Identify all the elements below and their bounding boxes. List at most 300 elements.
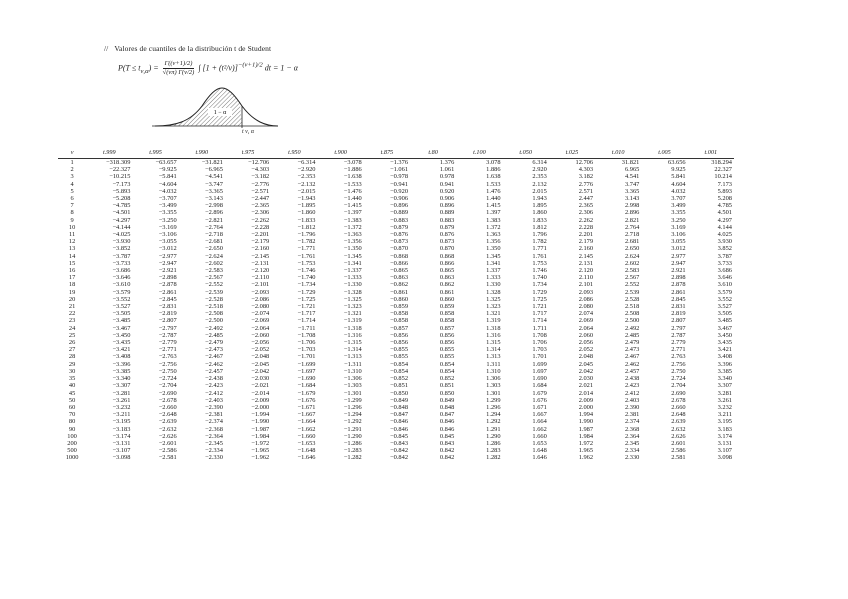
quantile-cell: −2.632 (158, 425, 177, 433)
table-row (58, 368, 734, 375)
quantile-cell: −0.866 (390, 259, 409, 267)
quantile-cell: 6.965 (624, 166, 640, 174)
quantile-cell: 3.579 (717, 288, 732, 296)
degrees-of-freedom-cell: 9 (70, 216, 74, 224)
quantile-cell: −1.734 (297, 281, 316, 289)
quantile-cell: 0.862 (439, 281, 455, 289)
degrees-of-freedom-cell: 21 (68, 303, 76, 311)
quantile-cell: −2.819 (158, 310, 177, 318)
quantile-cell: −2.438 (204, 375, 223, 383)
quantile-cell: −2.457 (204, 367, 223, 375)
quantile-cell: −3.686 (112, 267, 131, 275)
quantile-cell: −4.785 (112, 202, 131, 210)
quantile-cell: 1.350 (486, 245, 501, 253)
quantile-cell: 2.797 (671, 324, 686, 332)
quantile-cell: 1.376 (439, 159, 455, 166)
quantile-cell: 1.337 (486, 267, 501, 275)
quantile-cell: −0.855 (390, 353, 409, 361)
quantile-cell: 1.321 (486, 310, 501, 318)
quantile-cell: −0.849 (390, 396, 409, 404)
quantile-cell: 1.671 (532, 403, 547, 411)
quantile-cell: −0.941 (390, 180, 409, 188)
quantile-cell: 3.527 (717, 303, 732, 311)
degrees-of-freedom-cell: 1 (70, 159, 74, 166)
quantile-cell: −1.294 (343, 411, 362, 419)
quantile-cell: −1.363 (343, 231, 362, 239)
degrees-of-freedom-cell: 30 (68, 367, 76, 375)
quantile-cell: 2.787 (671, 331, 686, 339)
quantile-cell: 1.292 (486, 418, 501, 426)
quantile-cell: 1.415 (486, 202, 501, 210)
quantile-cell: 1.701 (532, 353, 547, 361)
column-header: t.950 (271, 147, 317, 159)
quantile-cell: 2.479 (624, 339, 640, 347)
quantile-cell: 3.250 (671, 216, 686, 224)
quantile-cell: −3.078 (343, 159, 362, 166)
quantile-cell: −1.290 (343, 432, 362, 440)
quantile-cell: 1.440 (486, 195, 501, 203)
quantile-cell: −1.679 (297, 389, 316, 397)
quantile-cell: −2.390 (204, 403, 223, 411)
quantile-cell: −4.501 (112, 209, 131, 217)
table-row (58, 346, 734, 353)
quantile-cell: 3.340 (717, 375, 732, 383)
quantile-cell: −2.650 (204, 245, 223, 253)
quantile-cell: 4.541 (624, 173, 640, 181)
quantile-cell: 0.883 (439, 216, 455, 224)
degrees-of-freedom-cell: 11 (69, 231, 76, 239)
quantile-cell: −2.179 (251, 238, 270, 246)
quantile-cell: −1.782 (297, 238, 316, 246)
quantile-cell: −2.467 (204, 353, 223, 361)
table-row (58, 289, 734, 296)
quantile-cell: 2.750 (671, 367, 686, 375)
quantile-cell: −0.855 (390, 346, 409, 354)
quantile-cell: 1.895 (532, 202, 547, 210)
quantile-cell: 1.717 (532, 310, 547, 318)
quantile-cell: −4.025 (112, 231, 131, 239)
quantile-cell: −2.528 (204, 295, 223, 303)
quantile-cell: −3.261 (112, 396, 131, 404)
quantile-cell: −1.648 (297, 447, 316, 455)
quantile-cell: −1.383 (343, 216, 362, 224)
quantile-cell: −3.385 (112, 367, 131, 375)
quantile-cell: 2.779 (671, 339, 686, 347)
quantile-cell: 1.310 (486, 367, 501, 375)
degrees-of-freedom-cell: 3 (70, 173, 74, 181)
quantile-cell: −2.345 (204, 439, 223, 447)
quantile-cell: −1.684 (297, 382, 316, 390)
quantile-cell: −0.861 (390, 288, 409, 296)
quantile-cell: −0.879 (390, 223, 409, 231)
quantile-cell: 3.467 (717, 324, 732, 332)
quantile-cell: −4.604 (158, 180, 177, 188)
quantile-cell: −1.796 (297, 231, 316, 239)
quantile-cell: −3.552 (112, 295, 131, 303)
quantile-cell: −2.056 (251, 339, 270, 347)
quantile-cell: −2.473 (204, 346, 223, 354)
quantile-cell: −1.376 (390, 159, 409, 166)
table-row (58, 224, 734, 231)
quantile-cell: −2.060 (251, 331, 270, 339)
quantile-cell: 2.374 (624, 418, 640, 426)
quantile-cell: 0.849 (439, 396, 455, 404)
quantile-cell: 0.863 (439, 274, 455, 282)
quantile-cell: −3.450 (112, 331, 131, 339)
quantile-cell: 1.372 (486, 223, 501, 231)
quantile-cell: −1.671 (297, 403, 316, 411)
quantile-cell: −2.787 (158, 331, 177, 339)
table-row (58, 195, 734, 202)
quantile-cell: 1.303 (486, 382, 501, 390)
quantile-cell: 1.356 (486, 238, 501, 246)
column-header: t.900 (317, 147, 363, 159)
quantile-cell: 3.450 (717, 331, 732, 339)
quantile-cell: −1.325 (343, 295, 362, 303)
quantile-cell: 3.098 (717, 454, 732, 462)
quantile-cell: 2.462 (624, 360, 640, 368)
quantile-cell: 1.314 (486, 346, 501, 354)
quantile-cell: −1.286 (343, 439, 362, 447)
quantile-cell: −1.330 (343, 281, 362, 289)
quantile-cell: −3.098 (112, 454, 131, 462)
quantile-cell: 1.994 (578, 411, 594, 419)
quantile-cell: −2.500 (204, 317, 223, 325)
quantile-cell: −3.169 (158, 223, 177, 231)
quantile-cell: 1.771 (532, 245, 547, 253)
quantile-cell: −1.533 (343, 180, 362, 188)
quantile-cell: −0.843 (390, 439, 409, 447)
table-row (58, 353, 734, 360)
quantile-cell: −2.539 (204, 288, 223, 296)
quantile-cell: 2.771 (671, 346, 686, 354)
quantile-cell: −0.842 (390, 454, 409, 462)
quantile-cell: −3.365 (204, 187, 223, 195)
quantile-cell: −4.541 (204, 173, 223, 181)
quantile-cell: −2.896 (204, 209, 223, 217)
quantile-cell: 10.214 (714, 173, 732, 181)
quantile-cell: −1.319 (343, 317, 362, 325)
quantile-cell: 2.056 (578, 339, 594, 347)
quantile-cell: 2.390 (624, 403, 640, 411)
quantile-cell: 2.228 (578, 223, 594, 231)
quantile-cell: −0.846 (390, 418, 409, 426)
quantile-cell: 1.283 (486, 447, 501, 455)
quantile-cell: −1.440 (343, 195, 362, 203)
quantile-cell: 0.870 (439, 245, 455, 253)
quantile-cell: 2.724 (671, 375, 686, 383)
quantile-cell: −0.846 (390, 425, 409, 433)
quantile-cell: 1.684 (532, 382, 547, 390)
quantile-cell: 1.533 (486, 180, 501, 188)
quantile-cell: 0.852 (439, 375, 455, 383)
quantile-cell: −1.337 (343, 267, 362, 275)
quantile-cell: 2.845 (671, 295, 686, 303)
table-row (58, 390, 734, 397)
quantile-cell: −3.408 (112, 353, 131, 361)
quantile-cell: 2.064 (578, 324, 594, 332)
quantile-cell: −2.492 (204, 324, 223, 332)
table-row (58, 440, 734, 447)
quantile-cell: −2.064 (251, 324, 270, 332)
quantile-cell: 1.729 (532, 288, 547, 296)
quantile-cell: 1.397 (486, 209, 501, 217)
degrees-of-freedom-cell: 40 (68, 382, 76, 390)
quantile-cell: −3.143 (204, 195, 223, 203)
column-header: t.999 (86, 147, 132, 159)
quantile-cell: −1.314 (343, 346, 362, 354)
quantile-cell: 0.858 (439, 317, 455, 325)
quantile-cell: 1.316 (486, 331, 501, 339)
quantile-cell: −2.763 (158, 353, 177, 361)
quantile-cell: 5.841 (671, 173, 686, 181)
quantile-cell: 1.294 (486, 411, 501, 419)
quantile-cell: 0.845 (439, 432, 455, 440)
quantile-cell: 1.660 (532, 432, 547, 440)
quantile-cell: 1.943 (532, 195, 547, 203)
quantile-cell: −3.707 (158, 195, 177, 203)
quantile-cell: −1.323 (343, 303, 362, 311)
quantile-cell: −2.718 (204, 231, 223, 239)
quantile-cell: 2.898 (671, 274, 686, 282)
quantile-cell: 2.160 (578, 245, 594, 253)
quantile-cell: −1.706 (297, 339, 316, 347)
quantile-cell: 2.132 (532, 180, 547, 188)
quantile-cell: 1.833 (532, 216, 547, 224)
title-text: Valores de cuantiles de la distribución t de Student (114, 44, 272, 53)
quantile-cell: −0.873 (390, 238, 409, 246)
formula-end: dt = 1 − α (264, 63, 298, 73)
quantile-cell: 3.396 (717, 360, 732, 368)
quantile-cell: −2.776 (251, 180, 270, 188)
quantile-cell: −1.296 (343, 403, 362, 411)
quantile-cell: 2.567 (624, 274, 640, 282)
shaded-area (155, 88, 242, 126)
quantile-cell: 1.690 (532, 375, 547, 383)
quantile-cell: 0.906 (439, 195, 455, 203)
quantile-cell: −3.396 (112, 360, 131, 368)
quantile-cell: −0.842 (390, 447, 409, 455)
quantile-cell: −1.299 (343, 396, 362, 404)
quantile-cell: 2.086 (578, 295, 594, 303)
quantile-cell: 2.131 (578, 259, 594, 267)
degrees-of-freedom-cell: 20 (68, 295, 76, 303)
quantile-cell: −2.120 (251, 267, 270, 275)
quantile-cell: −4.297 (112, 216, 131, 224)
quantile-cell: −2.045 (251, 360, 270, 368)
quantile-cell: −2.330 (204, 454, 223, 462)
degrees-of-freedom-cell: 35 (68, 375, 76, 383)
quantile-cell: 0.851 (439, 382, 455, 390)
quantile-cell: 0.855 (439, 353, 455, 361)
quantile-cell: −2.586 (158, 447, 177, 455)
table-row (58, 166, 734, 173)
quantile-cell: −1.740 (297, 274, 316, 282)
quantile-cell: 1.699 (532, 360, 547, 368)
quantile-cell: −1.676 (297, 396, 316, 404)
quantile-cell: 2.052 (578, 346, 594, 354)
table-row (58, 281, 734, 288)
quantile-cell: 2.821 (624, 216, 640, 224)
quantile-cell: −5.841 (158, 173, 177, 181)
column-header-nu: ν (58, 147, 86, 159)
quantile-cell: −2.764 (204, 223, 223, 231)
quantile-cell: 3.182 (578, 173, 594, 181)
table-row (58, 260, 734, 267)
quantile-cell: −1.690 (297, 375, 316, 383)
quantile-cell: 1.740 (532, 274, 547, 282)
quantile-cell: −1.753 (297, 259, 316, 267)
quantile-cell: 1.299 (486, 396, 501, 404)
quantile-cell: 1.315 (486, 339, 501, 347)
quantile-cell: −2.131 (251, 259, 270, 267)
quantile-cell: −1.708 (297, 331, 316, 339)
quantile-cell: 1.972 (578, 439, 594, 447)
table-row (58, 238, 734, 245)
table-row (58, 339, 734, 346)
quantile-cell: −2.403 (204, 396, 223, 404)
quantile-cell: 3.930 (717, 238, 732, 246)
quantile-cell: −2.947 (158, 259, 177, 267)
quantile-cell: 2.262 (578, 216, 594, 224)
quantile-cell: −2.423 (204, 382, 223, 390)
quantile-cell: −2.831 (158, 303, 177, 311)
quantile-cell: −1.994 (251, 411, 270, 419)
quantile-cell: −1.291 (343, 425, 362, 433)
quantile-cell: 2.179 (578, 238, 594, 246)
formula-fraction (163, 60, 195, 77)
quantile-cell: −2.750 (158, 367, 177, 375)
quantile-cell: −0.852 (390, 375, 409, 383)
quantile-cell: 2.861 (671, 288, 686, 296)
quantile-cell: −2.074 (251, 310, 270, 318)
degrees-of-freedom-cell: 22 (68, 310, 76, 318)
formula (118, 60, 298, 77)
quantile-cell: −31.821 (201, 159, 223, 166)
quantile-cell: −3.183 (112, 425, 131, 433)
quantile-cell: 3.195 (717, 418, 732, 426)
column-header: t.050 (503, 147, 549, 159)
quantile-cell: 12.706 (575, 159, 594, 166)
table-title (104, 44, 271, 53)
quantile-cell: 0.978 (439, 173, 455, 181)
quantile-cell: −63.657 (155, 159, 177, 166)
table-row (58, 382, 734, 389)
quantile-cell: −1.860 (297, 209, 316, 217)
quantile-cell: −2.306 (251, 209, 270, 217)
table-row (58, 188, 734, 195)
quantile-cell: −0.889 (390, 209, 409, 217)
quantile-cell: −1.282 (343, 454, 362, 462)
quantile-cell: −1.061 (390, 166, 409, 174)
quantile-cell: −1.662 (297, 425, 316, 433)
quantile-cell: 1.965 (578, 447, 594, 455)
quantile-cell: 0.859 (439, 303, 455, 311)
quantile-cell: 2.334 (624, 447, 640, 455)
quantile-cell: −1.653 (297, 439, 316, 447)
quantile-cell: −2.678 (158, 396, 177, 404)
quantile-cell: −1.729 (297, 288, 316, 296)
quantile-cell: −3.421 (112, 346, 131, 354)
quantile-cell: 1.667 (532, 411, 547, 419)
quantile-cell: 0.868 (439, 252, 455, 260)
quantile-cell: −2.724 (158, 375, 177, 383)
quantile-cell: −1.714 (297, 317, 316, 325)
quantile-cell: 1.646 (532, 454, 547, 462)
quantile-cell: −0.847 (390, 411, 409, 419)
quantile-cell: 2.756 (671, 360, 686, 368)
quantile-cell: 2.690 (671, 389, 686, 397)
quantile-cell: −2.447 (251, 195, 270, 203)
quantile-cell: −3.107 (112, 447, 131, 455)
quantile-cell: −1.321 (343, 310, 362, 318)
quantile-cell: −2.368 (204, 425, 223, 433)
quantile-cell: 2.492 (624, 324, 640, 332)
quantile-cell: 2.920 (532, 166, 547, 174)
quantile-cell: 1.476 (486, 187, 501, 195)
quantile-cell: 3.183 (717, 425, 732, 433)
quantile-cell: −1.697 (297, 367, 316, 375)
quantile-cell: 2.807 (671, 317, 686, 325)
quantile-cell: 2.365 (578, 202, 594, 210)
table-row (58, 274, 734, 281)
quantile-cell: 3.646 (717, 274, 732, 282)
quantile-cell: −2.145 (251, 252, 270, 260)
quantile-cell: 2.632 (671, 425, 686, 433)
quantile-cell: 2.048 (578, 353, 594, 361)
column-header: t.025 (549, 147, 595, 159)
column-header: t.990 (179, 147, 225, 159)
quantile-cell: 2.678 (671, 396, 686, 404)
quantile-cell: −3.610 (112, 281, 131, 289)
quantile-cell: 0.873 (439, 238, 455, 246)
degrees-of-freedom-cell: 50 (68, 396, 76, 404)
quantile-cell: 1.323 (486, 303, 501, 311)
quantile-cell: 2.704 (671, 382, 686, 390)
quantile-cell: 1.325 (486, 295, 501, 303)
table-row (58, 397, 734, 404)
quantile-cell: 1.725 (532, 295, 547, 303)
quantile-cell: −0.856 (390, 331, 409, 339)
table-row (58, 231, 734, 238)
quantile-cell: 1.886 (486, 166, 501, 174)
quantile-cell: 1.703 (532, 346, 547, 354)
table-row (58, 404, 734, 411)
table-row (58, 418, 734, 425)
quantile-cell: 3.707 (671, 195, 686, 203)
quantile-cell: 0.858 (439, 310, 455, 318)
quantile-cell: 4.501 (717, 209, 732, 217)
quantile-cell: −1.292 (343, 418, 362, 426)
degrees-of-freedom-cell: 16 (68, 267, 76, 275)
quantile-cell: −4.303 (251, 166, 270, 174)
quantile-cell: 2.042 (578, 367, 594, 375)
quantile-cell: 1.753 (532, 259, 547, 267)
quantile-cell: −2.030 (251, 375, 270, 383)
quantile-cell: 1.330 (486, 281, 501, 289)
degrees-of-freedom-cell: 14 (68, 252, 76, 260)
quantile-cell: 1.333 (486, 274, 501, 282)
quantile-cell: 2.528 (624, 295, 640, 303)
quantile-cell: 1.721 (532, 303, 547, 311)
quantile-cell: −2.381 (204, 411, 223, 419)
quantile-cell: −1.711 (297, 324, 316, 332)
quantile-cell: 1.860 (532, 209, 547, 217)
quantile-cell: −2.485 (204, 331, 223, 339)
quantile-cell: −2.704 (158, 382, 177, 390)
quantile-cell: −1.746 (297, 267, 316, 275)
quantile-cell: −1.987 (251, 425, 270, 433)
